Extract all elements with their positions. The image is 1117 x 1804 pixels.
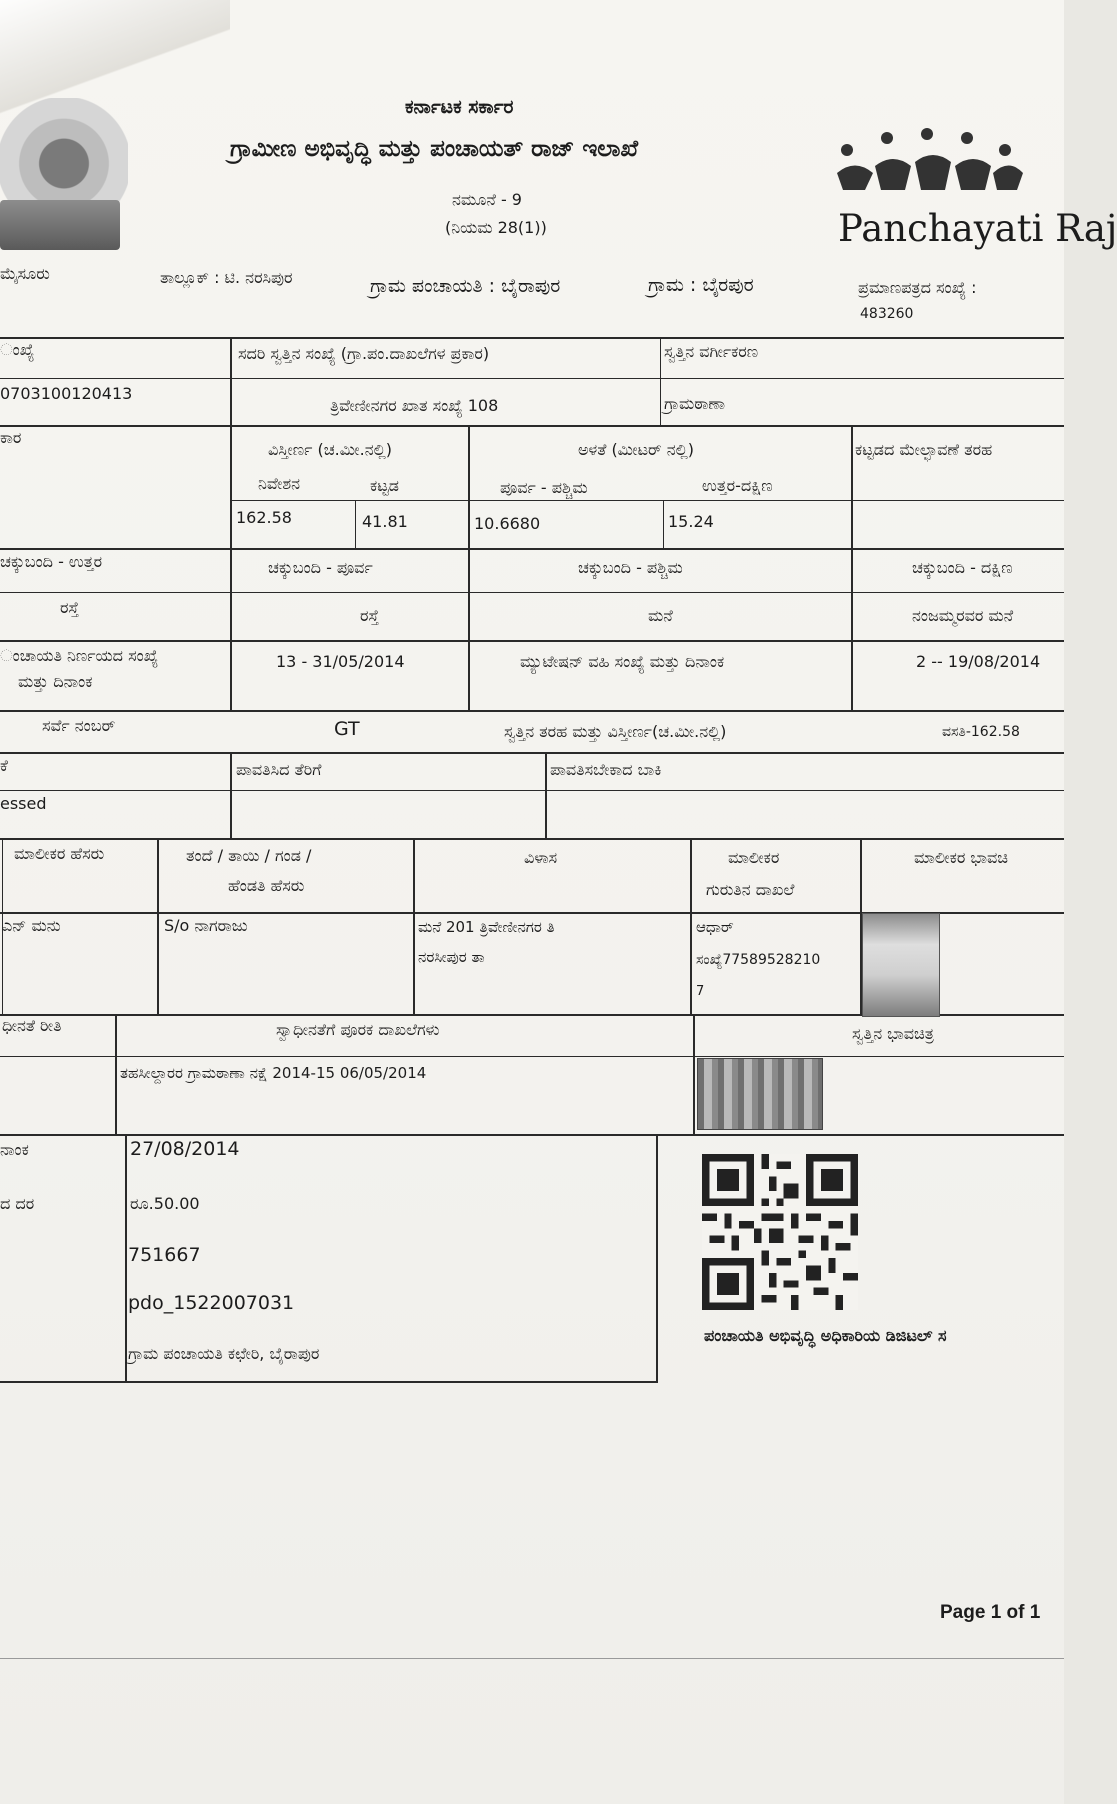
address-label: ವಿಳಾಸ: [524, 848, 558, 867]
property-class-value: ಗ್ರಾಮಠಾಣಾ: [664, 394, 725, 413]
survey-value: GT: [334, 718, 360, 740]
certificate-label: ಪ್ರಮಾಣಪತ್ರದ ಸಂಖ್ಯೆ :: [858, 278, 977, 297]
tax-label: ಕೆ: [0, 756, 8, 775]
rule-line: [693, 1014, 695, 1134]
rule-line: [0, 1658, 1064, 1659]
property-type-value: ವಸತಿ-162.58: [942, 724, 1020, 740]
resolution-value: 13 - 31/05/2014: [276, 652, 405, 671]
rule-line: [232, 500, 1064, 501]
boundary-west-value: ಮನೆ: [648, 606, 673, 625]
rule-line: [0, 640, 1064, 642]
rule-line: [663, 500, 664, 548]
fee-label: ದ ದರ: [0, 1194, 35, 1213]
site-label: ನಿವೇಶನ: [258, 474, 301, 493]
boundary-north-label: ಚಕ್ಕುಬಂದಿ - ಉತ್ತರ: [0, 552, 103, 571]
rule-line: [157, 838, 159, 1014]
rule-line: [545, 752, 547, 838]
relation-label-2: ಹೆಂಡತಿ ಹೆಸರು: [228, 876, 305, 895]
property-class-label: ಸ್ವತ್ತಿನ ವರ್ಗೀಕರಣ: [664, 342, 759, 361]
boundary-east-value: ರಸ್ತೆ: [360, 606, 379, 625]
issue-date-label: ನಾಂಕ: [0, 1140, 29, 1159]
boundary-south-value: ನಂಜಮ್ಮರವರ ಮನೆ: [912, 606, 1014, 625]
panchayati-raj-logo-text: Panchayati Raj: [838, 207, 1117, 250]
page-number: Page 1 of 1: [940, 1602, 1041, 1623]
property-photo: [697, 1058, 823, 1130]
east-west-label: ಪೂರ್ವ - ಪಶ್ಚಿಮ: [500, 478, 588, 497]
rule-line: [0, 1134, 1064, 1136]
ownership-docs-label: ಸ್ವಾಧೀನತೆಗೆ ಪೂರಕ ದಾಖಲೆಗಳು: [276, 1020, 440, 1039]
boundary-west-label: ಚಕ್ಕುಬಂದಿ - ಪಶ್ಚಿಮ: [578, 558, 683, 577]
tax-due-label: ಪಾವತಿಸಬೇಕಾದ ಬಾಕಿ: [550, 760, 662, 779]
owner-photo-label: ಮಾಲೀಕರ ಭಾವಚಿ: [914, 848, 1009, 867]
owner-id-line3: 7: [696, 984, 705, 999]
rule-line: [0, 838, 1064, 840]
property-number-value: ತ್ರಿವೇಣೀನಗರ ಖಾತ ಸಂಖ್ಯೆ 108: [330, 396, 499, 415]
owner-id-line2: ಸಂಖ್ಯೆ77589528210: [696, 952, 821, 968]
government-title: ಕರ್ನಾಟಕ ಸರ್ಕಾರ: [405, 96, 514, 118]
certificate-number: 483260: [860, 306, 914, 322]
form-number: ನಮೂನೆ - 9: [452, 190, 522, 209]
rule-line: [230, 337, 232, 710]
owner-id-label: ಮಾಲೀಕರ: [728, 848, 780, 867]
owner-name-label: ಮಾಲೀಕರ ಹೆಸರು: [14, 844, 105, 863]
ownership-mode-label: ಧೀನತೆ ರೀತಿ: [2, 1016, 62, 1035]
emblem-base: [0, 200, 120, 250]
building-area-value: 41.81: [362, 512, 408, 531]
property-photo-label: ಸ್ವತ್ತಿನ ಭಾವಚಿತ್ರ: [852, 1024, 934, 1043]
boundary-south-label: ಚಕ್ಕುಬಂದಿ - ದಕ್ಷಿಣ: [912, 558, 1013, 577]
owner-address-line1: ಮನೆ 201 ತ್ರಿವೇಣೀನಗರ ತಿ: [418, 918, 555, 936]
fee-value: ರೂ.50.00: [130, 1194, 200, 1213]
type-label: ಕಾರ: [0, 428, 22, 447]
mutation-value: 2 -- 19/08/2014: [916, 652, 1041, 671]
rule-line: [0, 425, 1064, 427]
rule-line: [468, 425, 470, 710]
rule-line: [0, 592, 1064, 593]
north-south-value: 15.24: [668, 512, 714, 531]
pdo-id: pdo_1522007031: [128, 1292, 295, 1314]
owner-name: ಎನ್ ಮನು: [2, 916, 61, 935]
rule-number: (ನಿಯಮ 28(1)): [445, 218, 547, 237]
rule-line: [355, 500, 356, 548]
site-area-value: 162.58: [236, 508, 292, 527]
property-number-label: ಸದರಿ ಸ್ವತ್ತಿನ ಸಂಖ್ಯೆ (ಗ್ರಾ.ಪಂ.ದಾಖಲೆಗಳ ಪ್ರಕಾರ): [238, 344, 490, 363]
taluk: ತಾಲ್ಲೂಕ್ : ಟಿ. ನರಸಿಪುರ: [160, 268, 293, 287]
rule-line: [115, 1014, 117, 1134]
rule-line: [0, 752, 1064, 754]
rule-line: [0, 548, 1064, 550]
relation-label: ತಂದೆ / ತಾಯಿ / ಗಂಡ /: [186, 846, 312, 865]
tax-paid-label: ಪಾವತಿಸಿದ ತೆರಿಗೆ: [236, 760, 322, 779]
boundary-north-value: ರಸ್ತೆ: [60, 598, 79, 617]
qr-code-icon: [702, 1154, 858, 1310]
property-id-label: ಂಖ್ಯೆ: [0, 340, 35, 359]
owner-id-label-2: ಗುರುತಿನ ದಾಖಲೆ: [706, 880, 795, 899]
resolution-label-2: ಮತ್ತು ದಿನಾಂಕ: [18, 672, 93, 691]
rule-line: [660, 337, 661, 425]
rule-line: [413, 838, 415, 1014]
building-label: ಕಟ್ಟಡ: [370, 476, 399, 495]
department-title: ಗ್ರಾಮೀಣ ಅಭಿವೃದ್ಧಿ ಮತ್ತು ಪಂಚಾಯತ್ ರಾಜ್ ಇಲಾಖೆ: [230, 136, 638, 162]
office-name: ಗ್ರಾಮ ಪಂಚಾಯತಿ ಕಛೇರಿ, ಬೈರಾಪುರ: [128, 1344, 320, 1363]
owner-address-line2: ನರಸೀಪುರ ತಾ: [418, 948, 485, 966]
owner-photo: [862, 913, 940, 1017]
roof-type-label: ಕಟ್ಟಡದ ಮೇಲ್ಛಾವಣೆ ತರಹ: [855, 440, 993, 459]
rule-line: [0, 1056, 1064, 1057]
rule-line: [0, 337, 1064, 339]
rule-line: [851, 425, 853, 710]
rule-line: [230, 752, 232, 838]
mutation-label: ಮ್ಯುಟೇಷನ್ ವಹಿ ಸಂಖ್ಯೆ ಮತ್ತು ದಿನಾಂಕ: [520, 652, 725, 671]
issue-date: 27/08/2014: [130, 1138, 240, 1160]
rule-line: [125, 1134, 127, 1382]
rule-line: [0, 710, 1064, 712]
east-west-value: 10.6680: [474, 514, 541, 533]
property-id-value: 0703100120413: [0, 384, 133, 403]
property-type-label: ಸ್ವತ್ತಿನ ತರಹ ಮತ್ತು ವಿಸ್ತೀರ್ಣ(ಚ.ಮೀ.ನಲ್ಲಿ): [504, 722, 727, 741]
rule-line: [0, 1381, 658, 1383]
owner-id-line1: ಆಧಾರ್: [696, 918, 734, 936]
district: ಮೈಸೂರು: [0, 264, 50, 283]
digital-signature-label: ಪಂಚಾಯತಿ ಅಭಿವೃದ್ಧಿ ಅಧಿಕಾರಿಯ ಡಿಜಿಟಲ್ ಸ: [704, 1326, 947, 1345]
rule-line: [0, 790, 1064, 791]
north-south-label: ಉತ್ತರ-ದಕ್ಷಿಣ: [702, 476, 773, 495]
resolution-label: ಂಚಾಯತಿ ನಿರ್ಣಯದ ಸಂಖ್ಯೆ: [0, 646, 159, 665]
extent-label: ವಿಸ್ತೀರ್ಣ (ಚ.ಮೀ.ನಲ್ಲಿ): [268, 440, 392, 459]
rule-line: [690, 838, 692, 1014]
tax-assessed: essed: [0, 794, 47, 813]
village: ಗ್ರಾಮ : ಬೈರಪುರ: [648, 274, 754, 296]
boundary-east-label: ಚಕ್ಕುಬಂದಿ - ಪೂರ್ವ: [268, 558, 373, 577]
receipt-number: 751667: [128, 1244, 201, 1266]
panchayati-raj-logo-icon: [835, 128, 1025, 203]
dimensions-label: ಅಳತೆ (ಮೀಟರ್ ನಲ್ಲಿ): [578, 440, 695, 459]
survey-label: ಸರ್ವೆ ನಂಬರ್: [42, 716, 116, 735]
gram-panchayat: ಗ್ರಾಮ ಪಂಚಾಯತಿ : ಬೈರಾಪುರ: [370, 275, 561, 297]
ownership-docs-value: ತಹಸೀಲ್ದಾರರ ಗ್ರಾಮಠಾಣಾ ನಕ್ಷೆ 2014-15 06/05/2014: [120, 1064, 427, 1082]
rule-line: [656, 1134, 658, 1382]
owner-relation: S/o ನಾಗರಾಜು: [164, 916, 248, 935]
rule-line: [0, 378, 1064, 379]
